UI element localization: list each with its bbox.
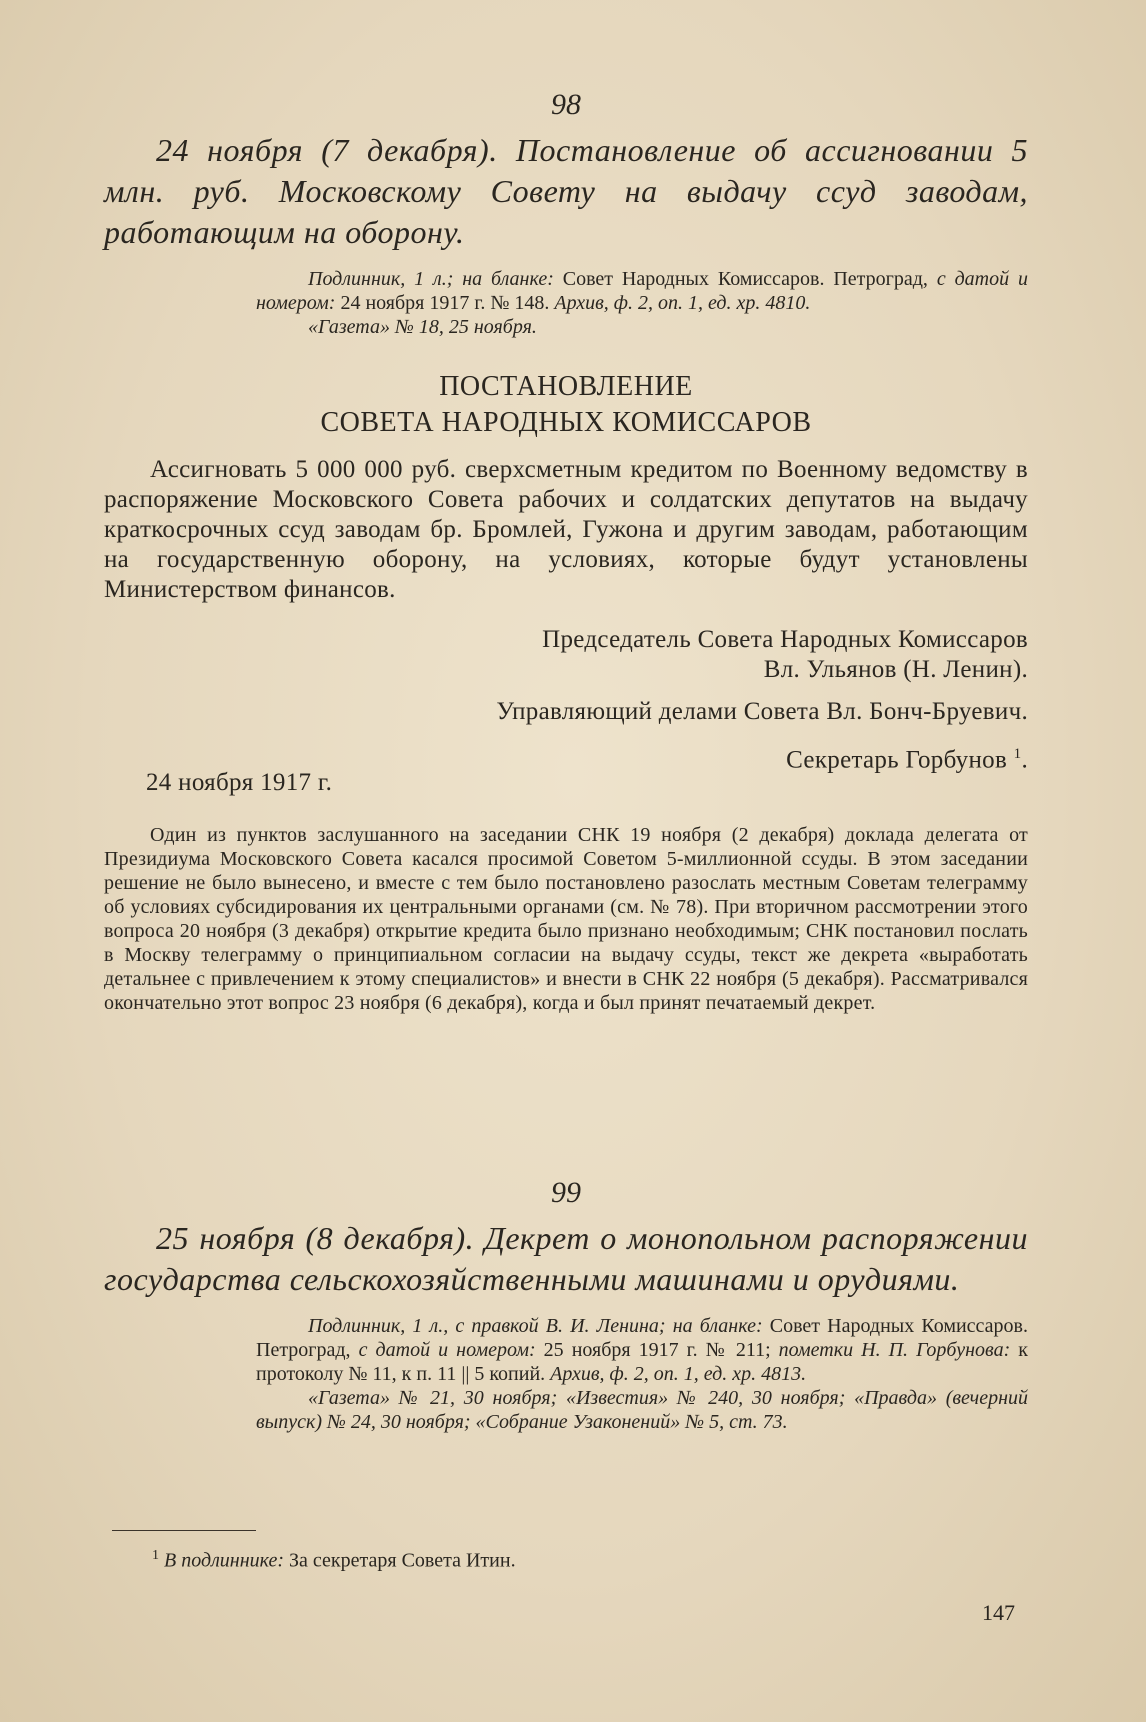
source-note: [256, 1314, 1028, 1434]
signature-title: Председатель Совета Народных Комиссаров: [542, 626, 1028, 653]
footnote-rule: [112, 1530, 256, 1531]
footnote-marker: 1: [1013, 746, 1022, 762]
document-title: 25 ноября (8 декабря). Декрет о монопольном распоряжении государства сельскохозяйственными машинами и орудиями.: [104, 1220, 1028, 1297]
decree-subheading: СОВЕТА НАРОДНЫХ КОМИССАРОВ: [320, 407, 812, 438]
decree-body: Ассигновать 5 000 000 руб. сверхсметным кредитом по Военному ведомству в распоряжение Московского Совета рабочих и солдатских депутатов на выдачу краткосрочных ссуд заводам бр. Бромлей, Гужона и другим заводам, работающим на государственную оборону, на условиях, которые будут установлены Министерством финансов.: [104, 456, 1028, 603]
source-label: Подлинник, 1 л.; на бланке:: [308, 268, 554, 290]
signature-name: Вл. Ульянов (Н. Ленин).: [763, 656, 1028, 683]
source-text: 24 ноября 1917 г. № 148.: [335, 292, 555, 314]
decree-date: 24 ноября 1917 г.: [146, 769, 333, 797]
archive-ref: Архив, ф. 2, оп. 1, ед. хр. 4813.: [550, 1363, 807, 1385]
footnote-text: За секретаря Совета Итин.: [284, 1549, 516, 1572]
source-label: Подлинник, 1 л., с правкой В. И. Ленина; на бланке:: [308, 1315, 763, 1337]
source-text: Совет Народных Комиссаров. Петроград,: [256, 1315, 1029, 1361]
document-title: 24 ноября (7 декабря). Постановление об ассигновании 5 млн. руб. Московскому Совету на выдачу ссуд заводам, работающим на оборону.: [104, 132, 1028, 250]
publication-ref: «Газета» № 21, 30 ноября; «Известия» № 240, 30 ноября; «Правда» (вечерний выпуск) № 24, 30 ноября; «Собрание Узаконений» № 5, ст. 73.: [256, 1387, 1028, 1433]
decree-heading: ПОСТАНОВЛЕНИЕ: [439, 371, 693, 402]
signature-secretary: Секретарь Горбунов $^1$.: [786, 746, 1028, 774]
archive-ref: Архив, ф. 2, оп. 1, ед. хр. 4810.: [554, 292, 811, 314]
source-label: пометки Н. П. Горбунова:: [778, 1339, 1011, 1361]
source-label: с датой и номером:: [256, 268, 1029, 314]
source-text: к протоколу № 11, к п. 11 || 5 копий.: [256, 1339, 1028, 1385]
source-text: 25 ноября 1917 г. № 211;: [535, 1339, 779, 1361]
document-99: [104, 1176, 1028, 1434]
source-label: с датой и номером:: [358, 1339, 536, 1361]
footnote: [152, 1548, 516, 1573]
source-text: Совет Народных Комиссаров. Петроград,: [553, 268, 937, 290]
source-note: [256, 267, 1028, 339]
footnote-marker: 1: [152, 1548, 159, 1563]
document-98: [104, 88, 1028, 1015]
document-number: 99: [551, 1176, 581, 1209]
document-number: 98: [551, 88, 581, 121]
signatures: [104, 625, 1028, 775]
page-number: 147: [982, 1600, 1015, 1625]
editorial-note: Один из пунктов заслушанного на заседании СНК 19 ноября (2 декабря) доклада делегата от Президиума Московского Совета касался просимой Советом 5-миллионной ссуды. В этом заседании решение не было вынесено, и вместе с тем было постановлено разослать местным Советам телеграмму об условиях субсидирования их центральными органами (см. № 78). При вторичном рассмотрении этого вопроса 20 ноября (3 декабря) открытие кредита было признано необходимым; СНК постановил послать в Москву телеграмму о принципиальном согласии на выдачу ссуды, текст же декрета «выработать детальнее с привлечением к этому специалистов» и внести в СНК 22 ноября (5 декабря). Рассматривался окончательно этот вопрос 23 ноября (6 декабря), когда и был принят печатаемый декрет.: [104, 824, 1028, 1015]
publication-ref: «Газета» № 18, 25 ноября.: [308, 316, 537, 338]
footnote-label: В подлиннике:: [164, 1549, 285, 1572]
signature-manager: Управляющий делами Совета Вл. Бонч-Бруевич.: [496, 698, 1028, 725]
